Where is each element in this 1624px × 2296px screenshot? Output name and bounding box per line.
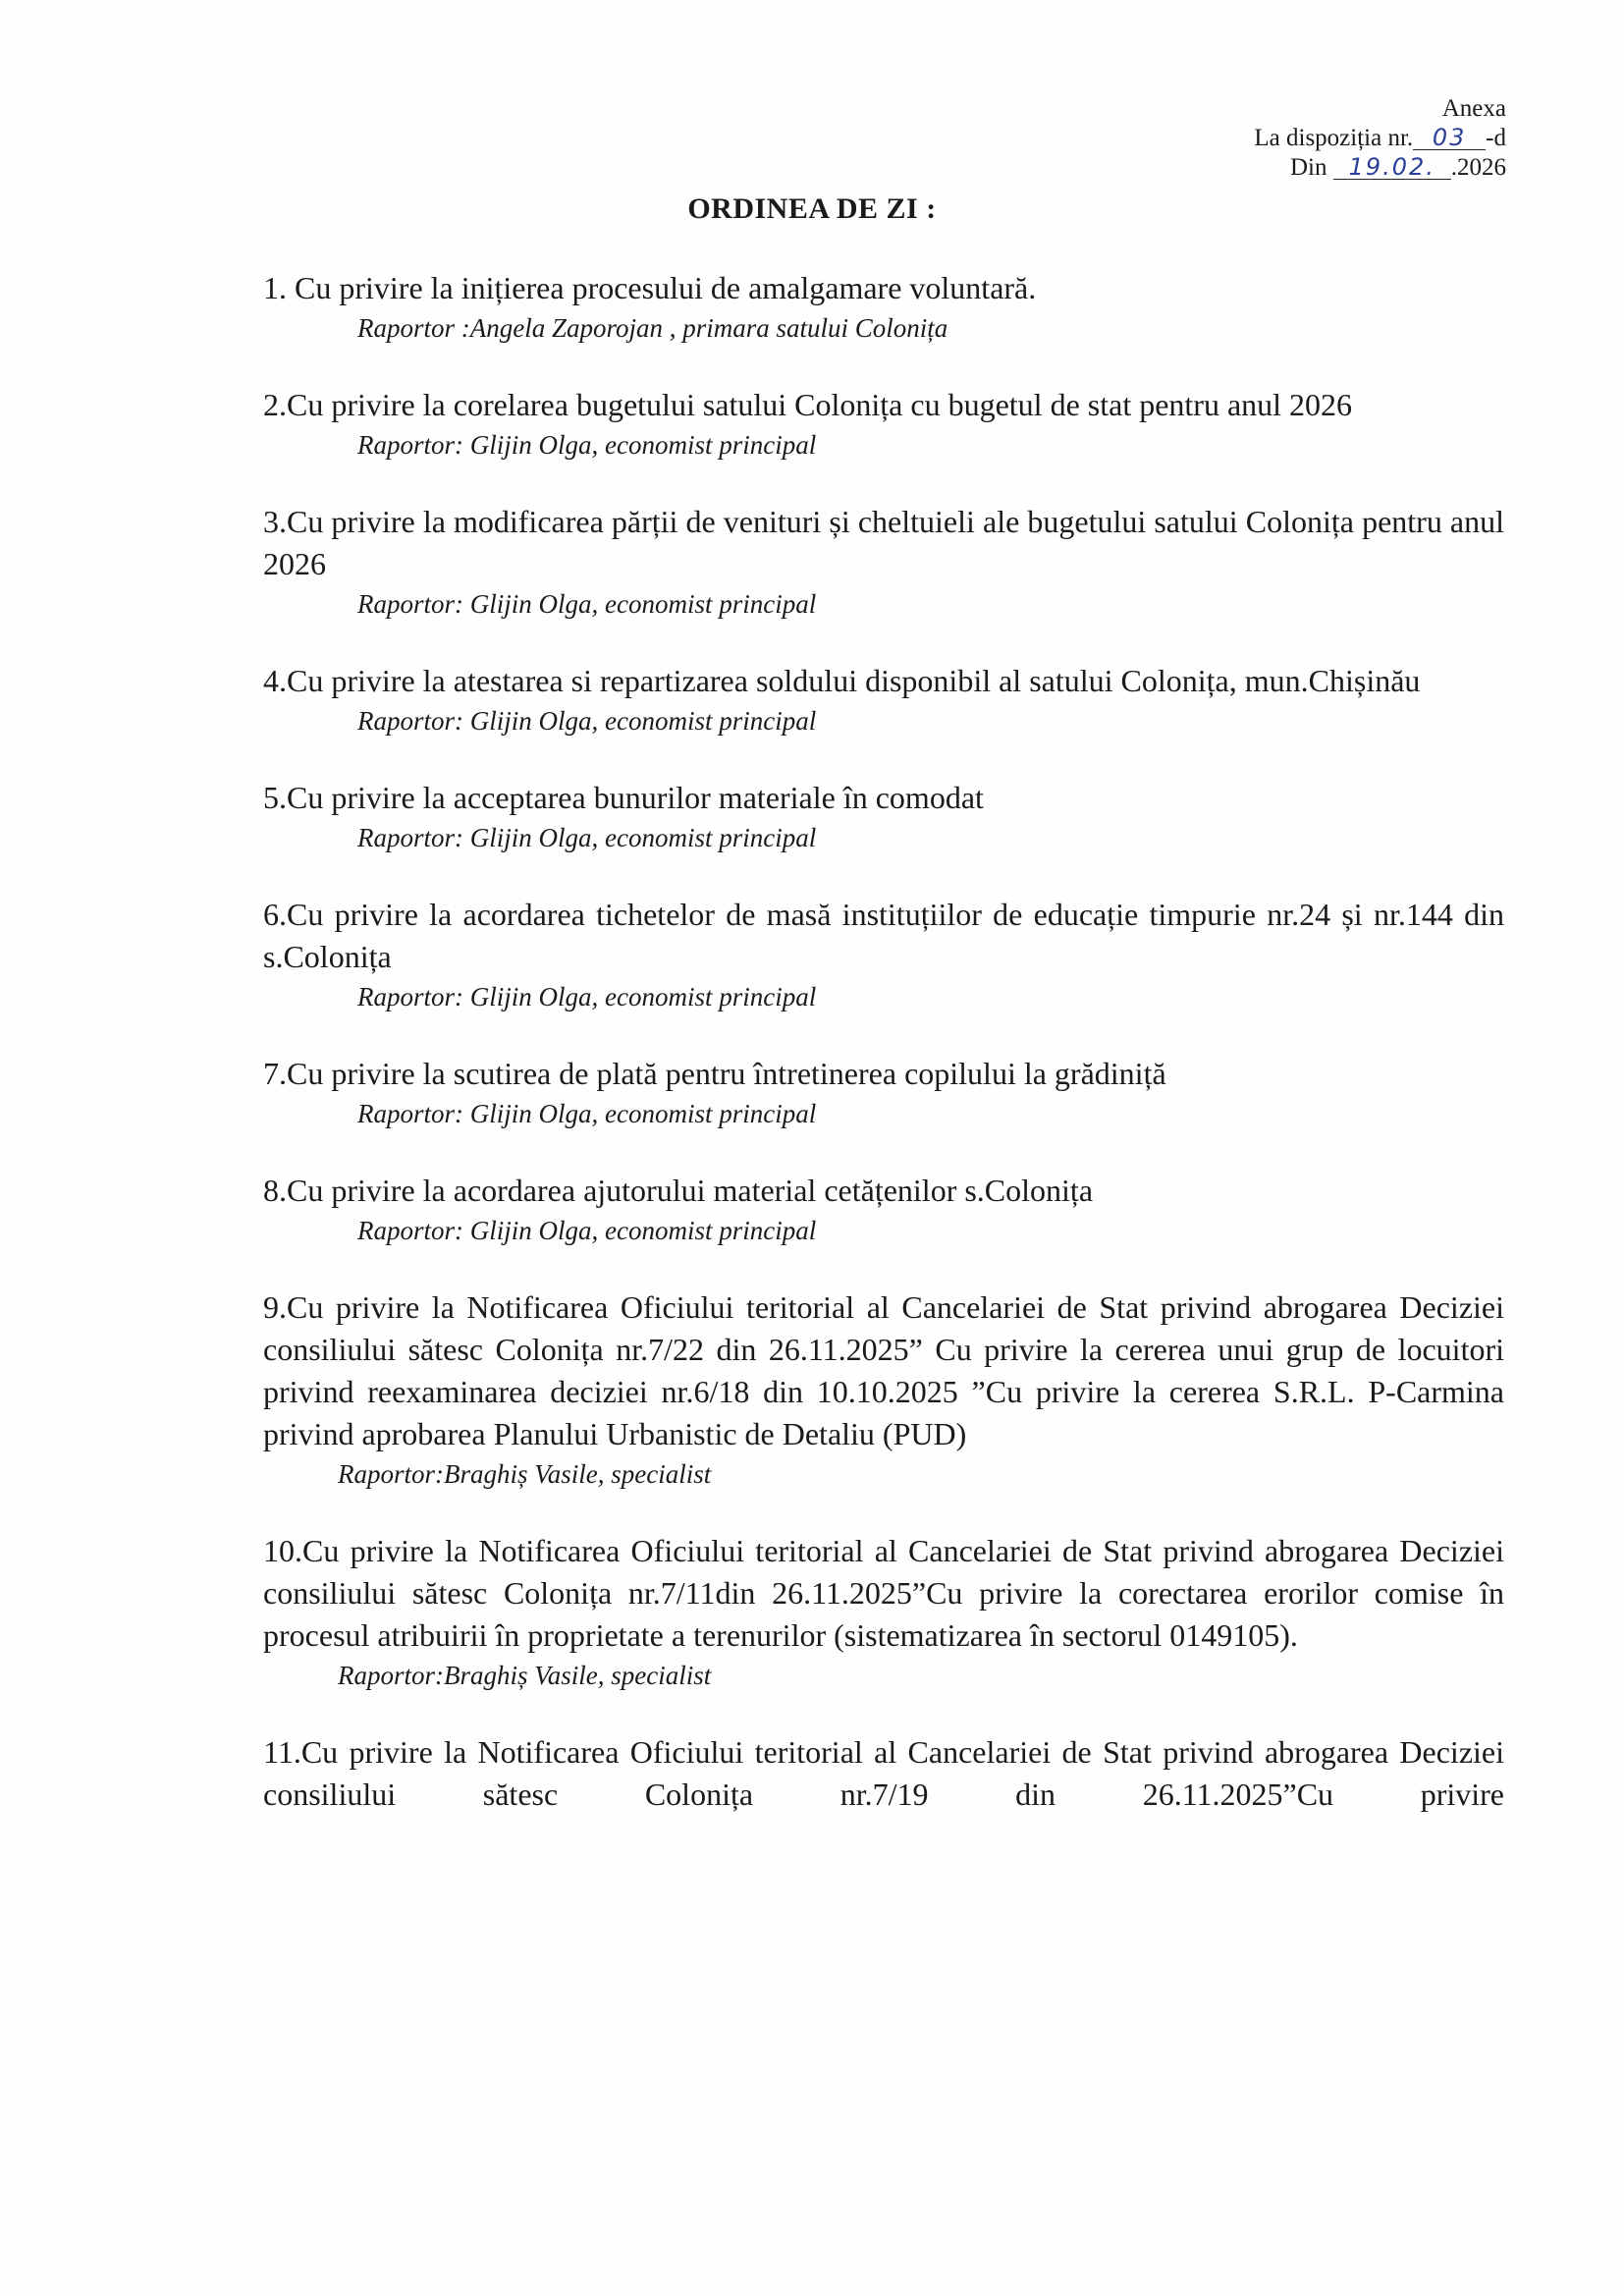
agenda-item xyxy=(263,501,1504,621)
agenda-item-raportor: Raportor: Glijin Olga, economist principal xyxy=(357,1099,817,1128)
agenda-item xyxy=(263,1286,1504,1491)
date-year: .2026 xyxy=(1450,154,1506,181)
agenda-title: ORDINEA DE ZI : xyxy=(687,192,937,225)
agenda-list xyxy=(263,267,1504,1855)
agenda-item-text: 5.Cu privire la acceptarea bunurilor materiale în comodat xyxy=(263,780,984,815)
annex-label: Anexa xyxy=(1441,95,1506,122)
agenda-item xyxy=(263,660,1504,738)
agenda-item-raportor: Raportor: Glijin Olga, economist principal xyxy=(357,430,817,460)
agenda-item xyxy=(263,384,1504,462)
agenda-item-text: 4.Cu privire la atestarea si repartizarea soldului disponibil al satului Colonița, mun.Chișinău xyxy=(263,663,1421,698)
agenda-item xyxy=(263,1170,1504,1247)
agenda-item-raportor: Raportor :Angela Zaporojan , primara satului Colonița xyxy=(357,313,948,343)
agenda-item-raportor: Raportor: Glijin Olga, economist principal xyxy=(357,1216,817,1245)
handwritten-dispozitia-number: 03 xyxy=(1413,126,1486,150)
agenda-item-text: 2.Cu privire la corelarea bugetului satului Colonița cu bugetul de stat pentru anul 2026 xyxy=(263,387,1353,422)
agenda-item-text: 7.Cu privire la scutirea de plată pentru întretinerea copilului la grădiniță xyxy=(263,1056,1166,1091)
agenda-item-raportor: Raportor: Glijin Olga, economist principal xyxy=(357,706,817,736)
agenda-item-raportor: Raportor: Glijin Olga, economist principal xyxy=(357,823,817,852)
agenda-item-text: 10.Cu privire la Notificarea Oficiului teritorial al Cancelariei de Stat privind abrogarea Deciziei consiliului sătesc Colonița nr.7/11din 26.11.2025”Cu privire la corectarea erorilor comise în procesul atribuirii în proprietate a terenurilor (sistematizarea în sectorul 0149105). xyxy=(263,1533,1504,1653)
date-line xyxy=(1254,153,1506,183)
agenda-item-text: 6.Cu privire la acordarea tichetelor de masă instituțiilor de educație timpurie nr.24 și nr.144 din s.Colonița xyxy=(263,897,1504,974)
agenda-item xyxy=(263,894,1504,1013)
dispozitia-prefix: La dispoziția nr. xyxy=(1254,125,1414,151)
agenda-item xyxy=(263,1053,1504,1130)
agenda-item-text: 3.Cu privire la modificarea părții de venituri și cheltuieli ale bugetului satului Colonița pentru anul 2026 xyxy=(263,504,1504,581)
agenda-item xyxy=(263,267,1504,345)
agenda-item-text: 8.Cu privire la acordarea ajutorului material cetățenilor s.Colonița xyxy=(263,1173,1094,1208)
agenda-item xyxy=(263,777,1504,854)
agenda-item-raportor: Raportor:Braghiș Vasile, specialist xyxy=(338,1459,712,1489)
agenda-item xyxy=(263,1731,1504,1816)
agenda-item-raportor: Raportor:Braghiș Vasile, specialist xyxy=(338,1661,712,1690)
date-prefix: Din xyxy=(1290,154,1327,181)
agenda-item-raportor: Raportor: Glijin Olga, economist principal xyxy=(357,982,817,1011)
agenda-item-raportor: Raportor: Glijin Olga, economist principal xyxy=(357,589,817,619)
agenda-item xyxy=(263,1530,1504,1692)
handwritten-date: 19.02. xyxy=(1333,155,1451,180)
page-title xyxy=(0,192,1624,226)
agenda-item-text: 9.Cu privire la Notificarea Oficiului teritorial al Cancelariei de Stat privind abrogarea Deciziei consiliului sătesc Colonița nr.7/22 din 26.11.2025” Cu privire la cererea unui grup de locuitori privind reexaminarea deciziei nr.6/18 din 10.10.2025 ”Cu privire la cererea S.R.L. P-Carmina privind aprobarea Planului Urbanistic de Detaliu (PUD) xyxy=(263,1289,1504,1451)
agenda-item-text: 1. Cu privire la inițierea procesului de amalgamare voluntară. xyxy=(263,270,1037,305)
agenda-item-text: 11.Cu privire la Notificarea Oficiului teritorial al Cancelariei de Stat privind abrogarea Deciziei consiliului sătesc Colonița nr.7/19 din 26.11.2025”Cu privire xyxy=(263,1734,1504,1812)
dispozitia-line xyxy=(1254,124,1506,153)
annex-header xyxy=(1254,94,1506,183)
dispozitia-suffix: -d xyxy=(1486,125,1506,151)
